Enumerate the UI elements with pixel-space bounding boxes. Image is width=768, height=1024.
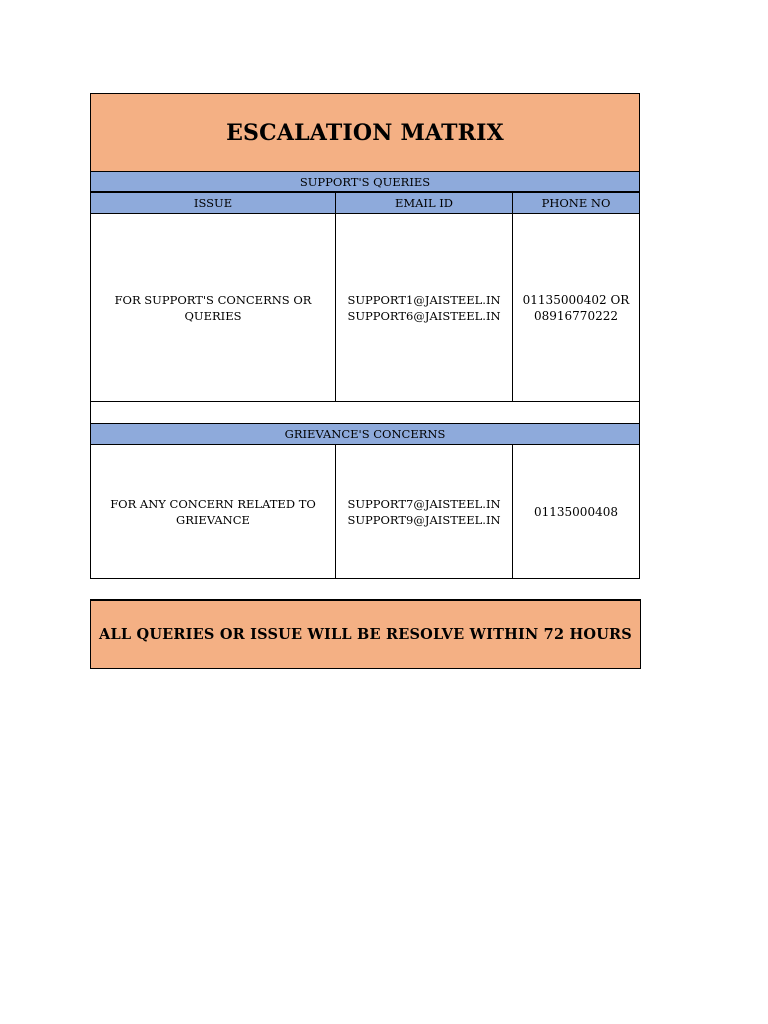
support-section-label: SUPPORT'S QUERIES [299, 174, 431, 189]
support-email-text: SUPPORT1@JAISTEEL.IN SUPPORT6@JAISTEEL.IN [347, 292, 501, 323]
column-header-email: EMAIL ID [336, 193, 513, 213]
support-section-header [91, 172, 639, 193]
grievance-email-cell [336, 445, 513, 578]
grievance-email-text: SUPPORT7@JAISTEEL.IN SUPPORT9@JAISTEEL.IN [347, 496, 501, 527]
support-email-cell [336, 214, 513, 401]
grievance-row [91, 445, 639, 578]
column-header-phone: PHONE NO [541, 196, 611, 210]
column-header-issue: ISSUE [91, 193, 336, 213]
support-issue-cell [91, 214, 336, 401]
grievance-phone-cell [513, 445, 639, 578]
support-phone-text: 01135000402 OR 08916770222 [522, 292, 630, 323]
grievance-issue-text: FOR ANY CONCERN RELATED TO GRIEVANCE [110, 496, 316, 527]
escalation-matrix-table [90, 93, 640, 579]
title-banner [91, 94, 639, 172]
blank-row [91, 402, 639, 424]
page-title: ESCALATION MATRIX [226, 119, 504, 146]
resolution-notice [90, 599, 641, 669]
grievance-issue-cell [91, 445, 336, 578]
grievance-section-label: GRIEVANCE'S CONCERNS [284, 427, 446, 441]
support-row [91, 214, 639, 402]
resolution-notice-text: ALL QUERIES OR ISSUE WILL BE RESOLVE WITHIN 72 HOURS [99, 626, 632, 643]
grievance-phone-text: 01135000408 [534, 504, 618, 519]
column-header-row [91, 193, 639, 214]
grievance-section-header [91, 424, 639, 445]
support-issue-text: FOR SUPPORT'S CONCERNS OR QUERIES [114, 292, 312, 323]
support-phone-cell [513, 214, 639, 401]
